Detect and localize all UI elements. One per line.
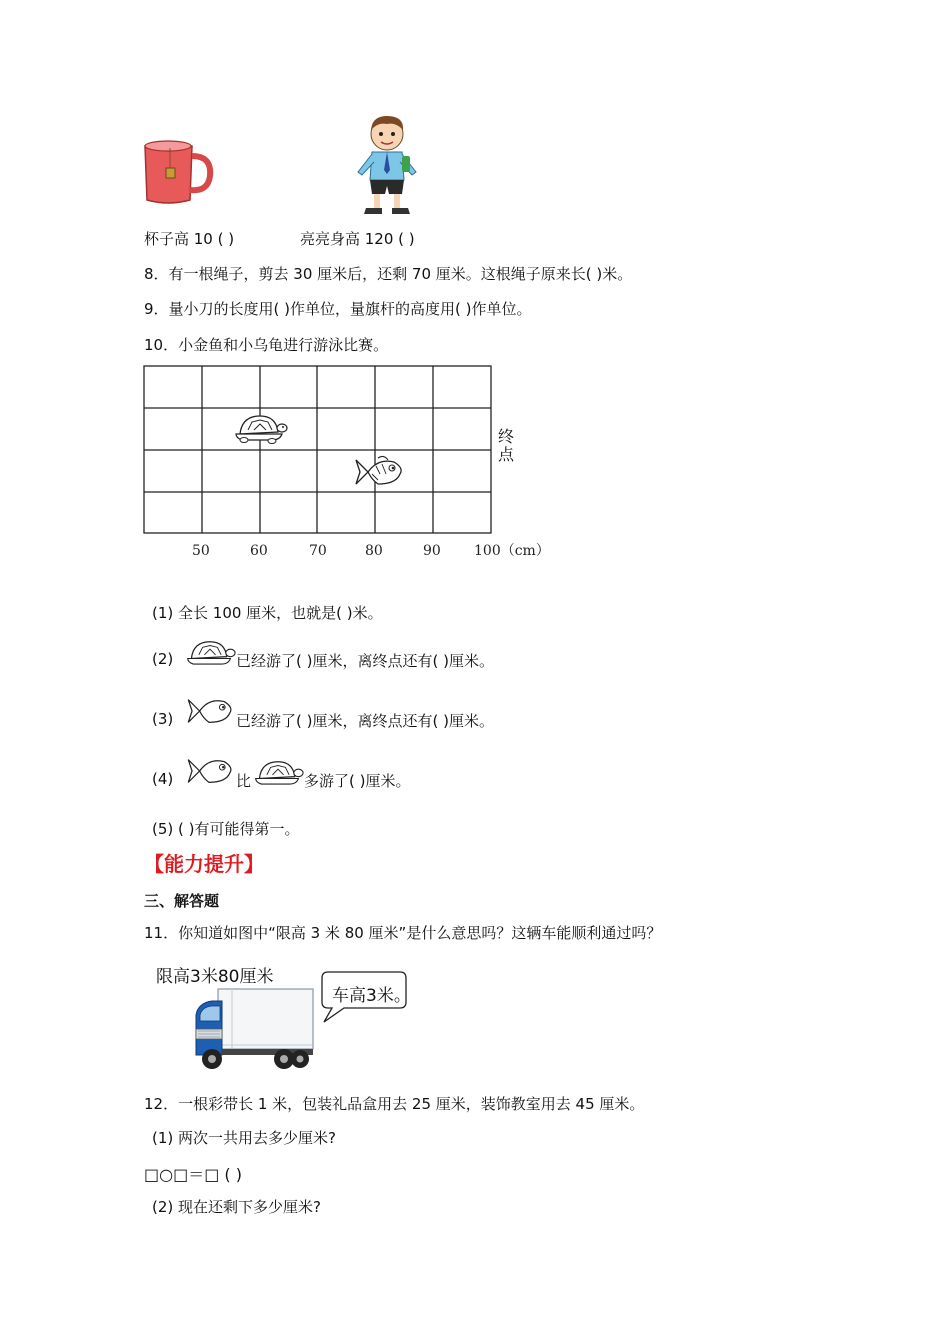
question-11: 11．你知道如图中“限高 3 米 80 厘米”是什么意思吗？这辆车能顺利通过吗？ <box>144 924 662 942</box>
question-9: 9．量小刀的长度用( )作单位，量旗杆的高度用( )作单位。 <box>144 300 532 318</box>
turtle-icon <box>252 756 304 788</box>
finish-char-1: 终 <box>498 427 515 446</box>
q10-sub4-text: 多游了( )厘米。 <box>304 772 411 790</box>
question-10-stem: 10．小金鱼和小乌龟进行游泳比赛。 <box>144 336 389 354</box>
q10-sub3-text: 已经游了( )厘米，离终点还有( )厘米。 <box>236 712 494 730</box>
q10-sub4-prefix: (4) <box>152 770 174 788</box>
tick-label: 50 <box>192 543 210 559</box>
q10-sub2-text: 已经游了( )厘米，离终点还有( )厘米。 <box>236 652 494 670</box>
section-title: 【能力提升】 <box>144 852 264 876</box>
q10-sub2-prefix: (2) <box>152 650 174 668</box>
q12-sub1: (1) 两次一共用去多少厘米? <box>152 1129 336 1147</box>
tick-label: 70 <box>309 543 327 559</box>
turtle-icon <box>184 636 236 668</box>
q10-sub1: (1) 全长 100 厘米，也就是( )米。 <box>152 604 383 622</box>
q10-sub4-mid: 比 <box>236 772 252 790</box>
height-limit-sign: 限高3米80厘米 <box>156 967 274 987</box>
cup-caption: 杯子高 10 ( ) <box>144 230 235 248</box>
q10-sub3-prefix: (3) <box>152 710 174 728</box>
question-8: 8．有一根绳子，剪去 30 厘米后，还剩 70 厘米。这根绳子原来长( )米。 <box>144 265 633 283</box>
boy-caption: 亮亮身高 120 ( ) <box>300 230 415 248</box>
section-subtitle: 三、解答题 <box>144 892 220 910</box>
q12-sub2: (2) 现在还剩下多少厘米? <box>152 1198 321 1216</box>
fish-icon <box>186 694 234 728</box>
q12-formula: □○□＝□ ( ) <box>144 1165 242 1184</box>
tick-labels <box>0 0 950 600</box>
fish-icon <box>186 754 234 788</box>
tick-label: 80 <box>365 543 383 559</box>
question-12: 12．一根彩带长 1 米，包装礼品盒用去 25 厘米，装饰教室用去 45 厘米。 <box>144 1095 645 1113</box>
tick-label: 100（cm） <box>474 543 550 559</box>
finish-char-2: 点 <box>498 445 515 464</box>
truck-image <box>192 985 317 1075</box>
bubble-text: 车高3米。 <box>332 986 411 1006</box>
tick-label: 60 <box>250 543 268 559</box>
q10-sub5: (5) ( )有可能得第一。 <box>152 820 300 838</box>
tick-label: 90 <box>423 543 441 559</box>
